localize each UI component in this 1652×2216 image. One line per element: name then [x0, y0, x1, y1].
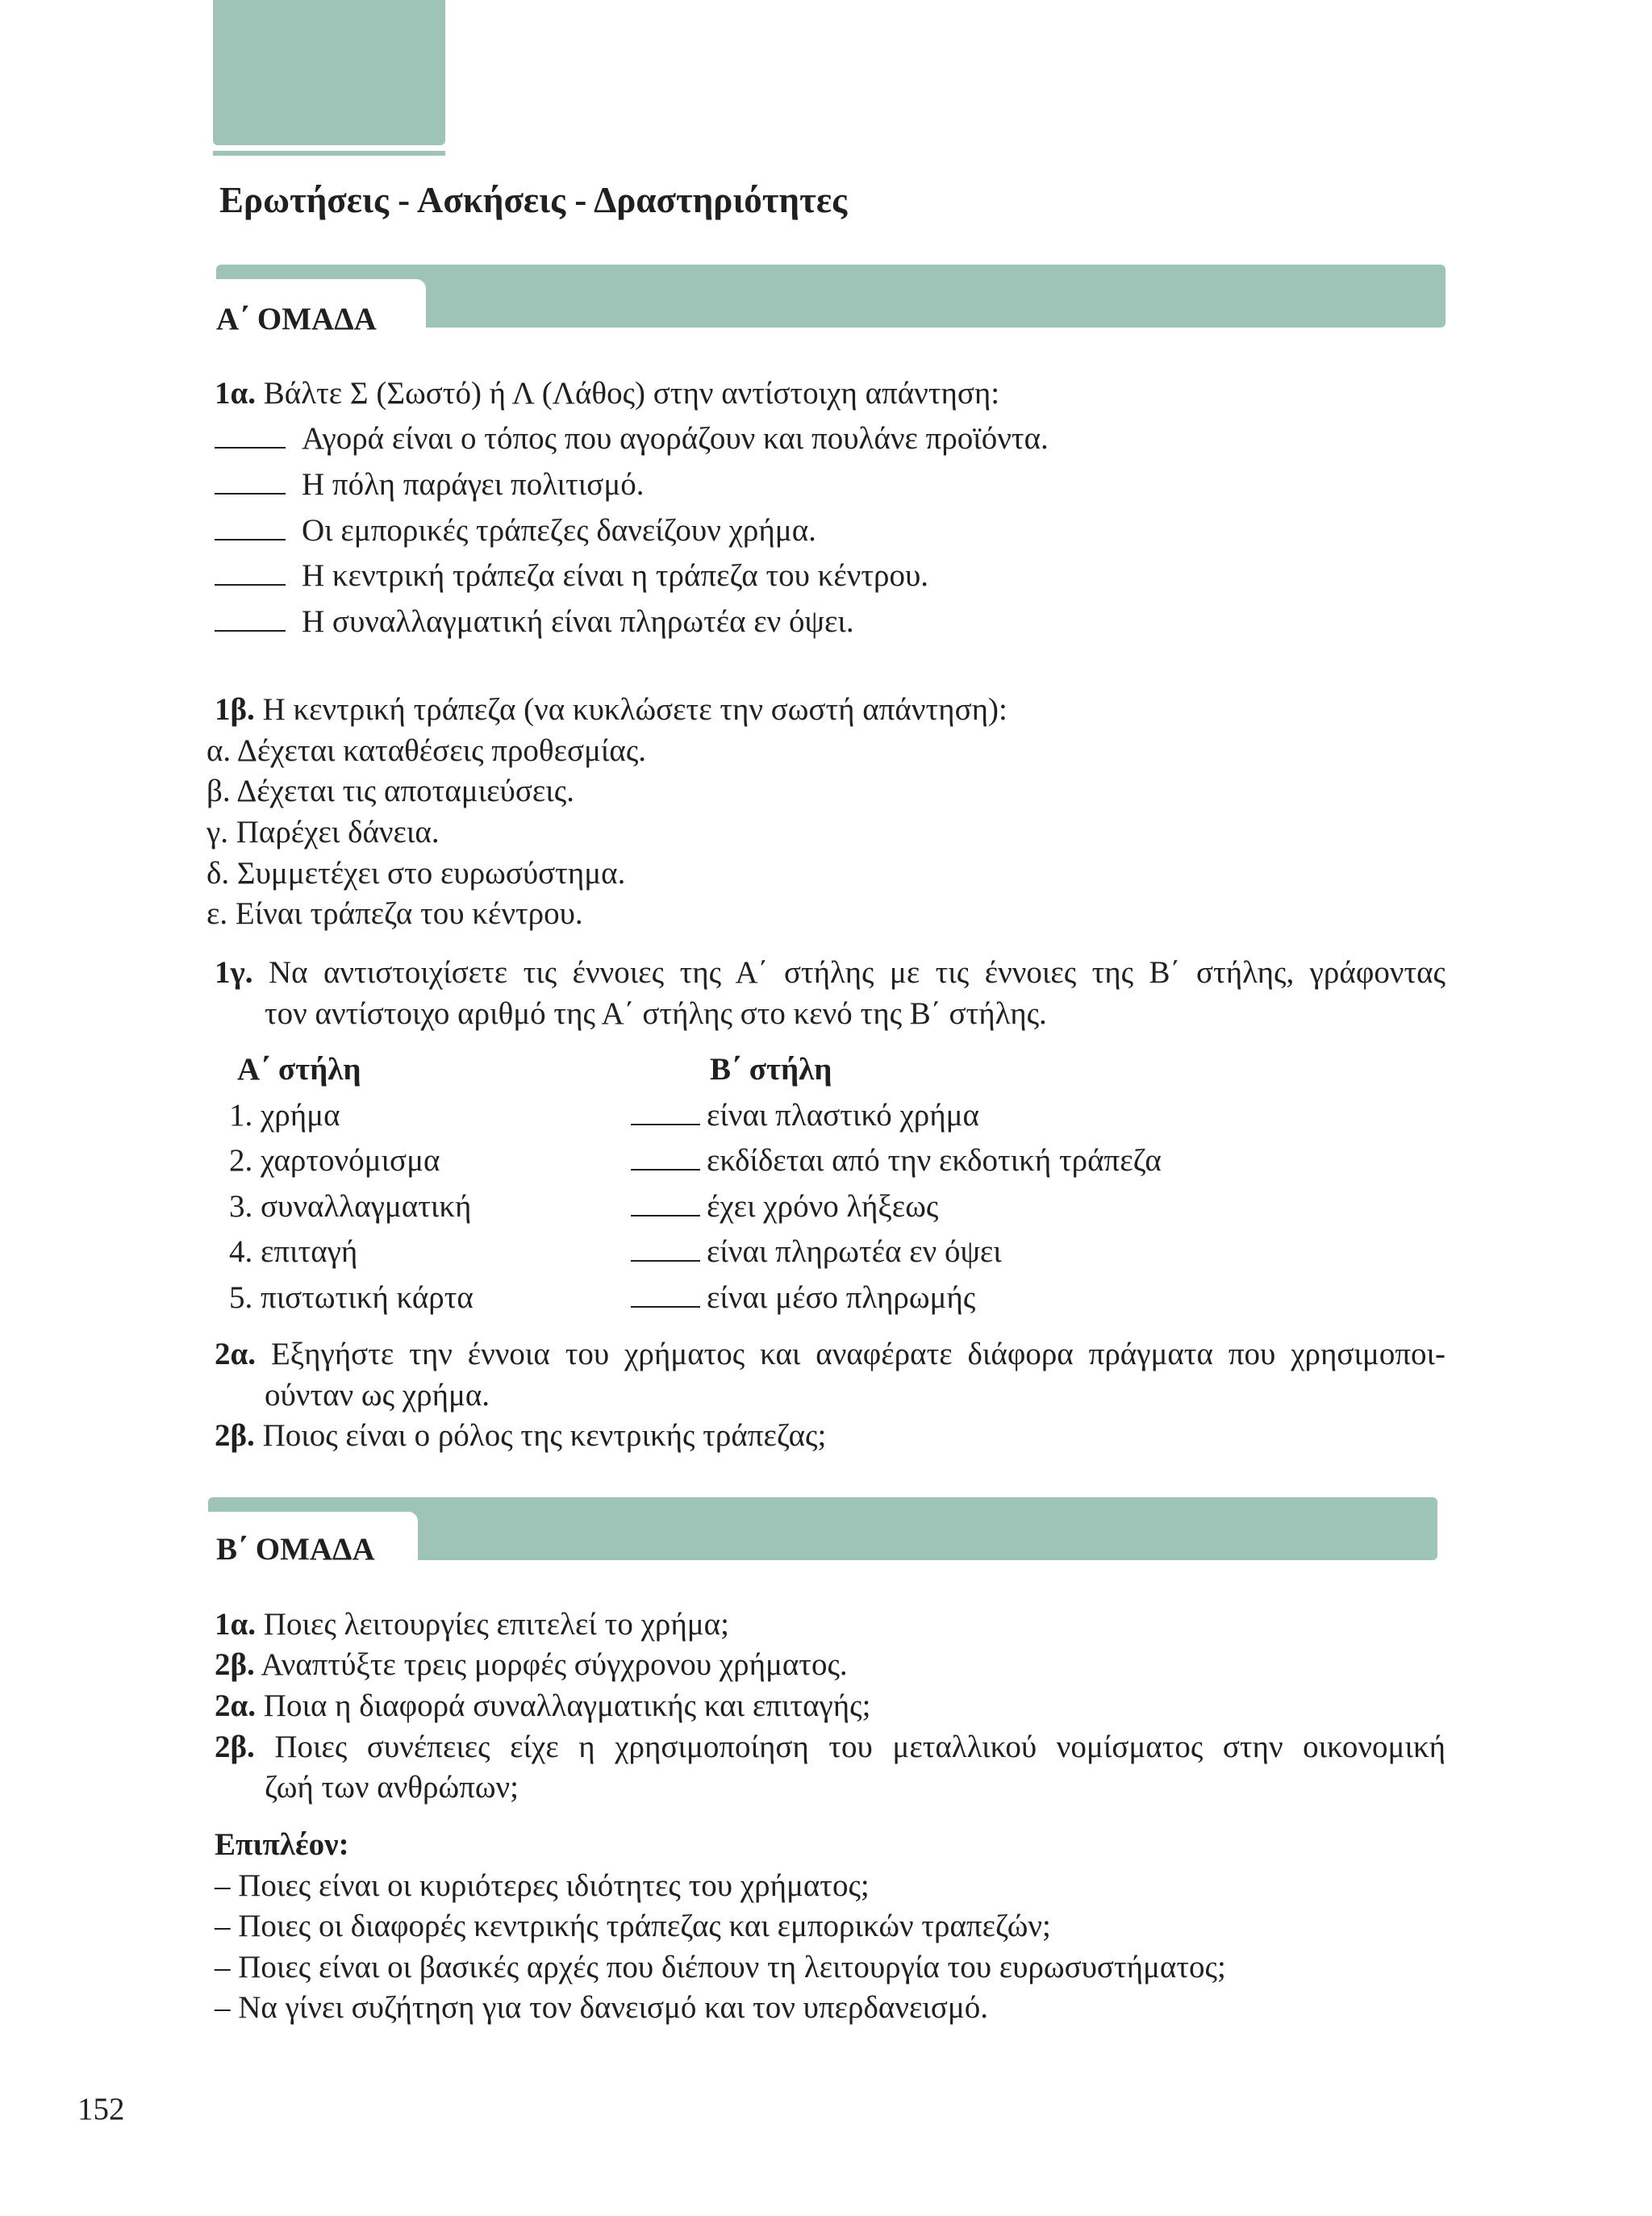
item-text: έχει χρόνο λήξεως	[707, 1189, 939, 1224]
question-text: Η κεντρική τράπεζα (να κυκλώσετε την σωστή απάντηση):	[262, 692, 1007, 727]
question-text: Ποιος είναι ο ρόλος της κεντρικής τράπεζας;	[262, 1418, 827, 1453]
question-number: 2β.	[215, 1647, 255, 1682]
question-text: Εξηγήστε την έννοια του χρήματος και αναφέρατε διάφορα πράγματα που χρησιμοποι-	[270, 1337, 1446, 1371]
section-a-label: Α΄ ΟΜΑΔΑ	[216, 302, 377, 336]
item-text: είναι μέσο πληρωμής	[707, 1280, 976, 1315]
column-a-item: 3. συναλλαγματική	[229, 1189, 472, 1224]
true-false-item	[215, 515, 816, 546]
question-number: 2β.	[215, 1730, 255, 1764]
group-b-question-last-line2: ζωή των ανθρώπων;	[265, 1770, 519, 1805]
item-text: Η πόλη παράγει πολιτισμό.	[302, 467, 645, 502]
question-number: 2α.	[215, 1688, 257, 1723]
question-text: Ποιες συνέπειες είχε η χρησιμοποίηση του μεταλλικού νομίσματος στην οικονομική	[274, 1730, 1446, 1764]
question-2a-line2: ούνταν ως χρήμα.	[265, 1378, 490, 1413]
true-false-item	[215, 606, 854, 637]
column-a-item: 5. πιστωτική κάρτα	[229, 1280, 473, 1315]
column-b-header: Β΄ στήλη	[710, 1052, 832, 1087]
group-b-question-last-line1	[215, 1731, 1446, 1763]
group-b-question	[215, 1609, 729, 1640]
column-a-header: Α΄ στήλη	[237, 1052, 361, 1087]
header-decoration	[213, 0, 445, 145]
question-1c-line1	[215, 957, 1446, 988]
question-number: 1γ.	[215, 955, 253, 990]
group-b-question	[215, 1649, 848, 1680]
question-text: Ποια η διαφορά συναλλαγματικής και επιταγής;	[263, 1688, 871, 1723]
extra-item: – Ποιες είναι οι κυριότερες ιδιότητες του χρήματος;	[215, 1868, 870, 1903]
header-decoration-line	[213, 151, 445, 156]
extra-item: – Ποιες οι διαφορές κεντρικής τράπεζας και εμπορικών τραπεζών;	[215, 1909, 1051, 1943]
question-number: 2α.	[215, 1337, 257, 1371]
extra-item: – Να γίνει συζήτηση για τον δανεισμό και τον υπερδανεισμό.	[215, 1990, 989, 2025]
true-false-item	[215, 423, 1049, 454]
item-text: είναι πλαστικό χρήμα	[707, 1098, 979, 1133]
extra-title: Επιπλέον:	[215, 1827, 349, 1862]
question-text: Να αντιστοιχίσετε τις έννοιες της Α΄ στήλης με τις έννοιες της Β΄ στήλης, γράφοντας	[268, 955, 1446, 990]
answer-blank[interactable]	[215, 606, 286, 632]
question-number: 1β.	[215, 692, 255, 727]
section-b-label: Β΄ ΟΜΑΔΑ	[216, 1532, 375, 1567]
choice-option[interactable]: β. Δέχεται τις αποταμιεύσεις.	[206, 774, 574, 808]
question-1a	[215, 378, 999, 409]
page-title: Ερωτήσεις - Ασκήσεις - Δραστηριότητες	[219, 180, 848, 220]
column-a-item: 4. επιταγή	[229, 1234, 358, 1269]
item-text: Η κεντρική τράπεζα είναι η τράπεζα του κέντρου.	[302, 558, 929, 593]
choice-option[interactable]: δ. Συμμετέχει στο ευρωσύστημα.	[206, 856, 626, 891]
column-a-item: 2. χαρτονόμισμα	[229, 1143, 440, 1178]
question-1c-line2: τον αντίστοιχο αριθμό της Α΄ στήλης στο κενό της Β΄ στήλης.	[265, 996, 1047, 1031]
answer-blank[interactable]	[631, 1236, 700, 1262]
page-number: 152	[77, 2092, 125, 2126]
question-1b	[215, 694, 1007, 725]
column-a-item: 1. χρήμα	[229, 1098, 340, 1133]
item-text: Αγορά είναι ο τόπος που αγοράζουν και πουλάνε προϊόντα.	[302, 421, 1049, 456]
column-b-item	[631, 1191, 938, 1222]
group-b-question	[215, 1690, 870, 1721]
answer-blank[interactable]	[215, 560, 286, 586]
item-text: Οι εμπορικές τράπεζες δανείζουν χρήμα.	[302, 513, 816, 548]
answer-blank[interactable]	[631, 1191, 700, 1217]
choice-option[interactable]: γ. Παρέχει δάνεια.	[206, 815, 440, 849]
question-number: 1α.	[215, 1607, 257, 1642]
choice-option[interactable]: ε. Είναι τράπεζα του κέντρου.	[206, 896, 583, 931]
answer-blank[interactable]	[631, 1145, 700, 1171]
extra-item: – Ποιες είναι οι βασικές αρχές που διέπουν τη λειτουργία του ευρωσυστήματος;	[215, 1950, 1226, 1984]
true-false-item	[215, 560, 928, 591]
column-b-item	[631, 1236, 1002, 1267]
item-text: Η συναλλαγματική είναι πληρωτέα εν όψει.	[302, 604, 854, 639]
question-text: Ποιες λειτουργίες επιτελεί το χρήμα;	[263, 1607, 729, 1642]
answer-blank[interactable]	[631, 1100, 700, 1125]
question-text: Αναπτύξτε τρεις μορφές σύγχρονου χρήματος.	[261, 1647, 848, 1682]
answer-blank[interactable]	[215, 515, 286, 540]
column-b-item	[631, 1282, 975, 1313]
item-text: εκδίδεται από την εκδοτική τράπεζα	[707, 1143, 1162, 1178]
true-false-item	[215, 469, 645, 500]
answer-blank[interactable]	[215, 423, 286, 449]
question-number: 1α.	[215, 376, 257, 411]
question-text: Βάλτε Σ (Σωστό) ή Λ (Λάθος) στην αντίστοιχη απάντηση:	[263, 376, 1000, 411]
answer-blank[interactable]	[631, 1282, 700, 1308]
item-text: είναι πληρωτέα εν όψει	[707, 1234, 1002, 1269]
answer-blank[interactable]	[215, 469, 286, 495]
column-b-item	[631, 1145, 1162, 1176]
question-2b	[215, 1420, 826, 1451]
choice-option[interactable]: α. Δέχεται καταθέσεις προθεσμίας.	[206, 733, 647, 768]
question-2a-line1	[215, 1338, 1446, 1370]
column-b-item	[631, 1100, 979, 1131]
question-number: 2β.	[215, 1418, 255, 1453]
